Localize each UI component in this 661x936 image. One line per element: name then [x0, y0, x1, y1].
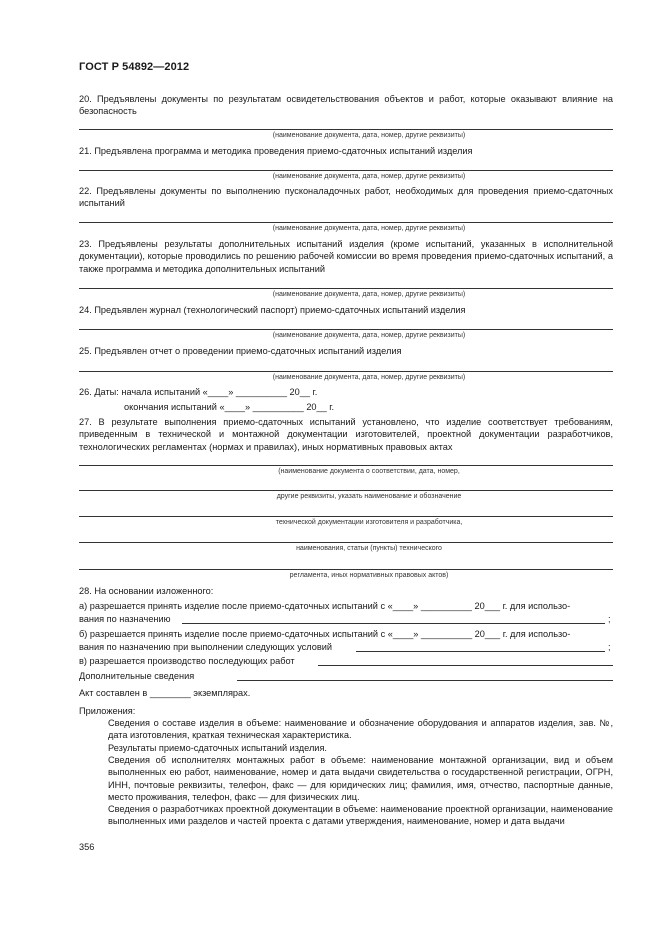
fill-line-24: [79, 329, 613, 330]
additional-info-label: Дополнительные сведения: [79, 671, 195, 681]
caption-27-3: технической документации изготовителя и разработчика,: [275, 519, 463, 526]
item-21: 21. Предъявлена программа и методика проведения приемо-сдаточных испытаний изделия: [79, 146, 473, 156]
caption-27-2: другие реквизиты, указать наименование и обозначение: [276, 493, 462, 500]
item-28b-line1: б) разрешается принять изделие после приемо-сдаточных испытаний с «____» __________ 20___ г. для использо-: [79, 629, 571, 639]
item-23: 23. Предъявлены результаты дополнительных испытаний изделия (кроме испытаний, указанных в исполнительной документации), которые проводились по решению рабочей комиссии во время проведения приемо-сдаточных испытаний, а также программа и методика дополнительных испытаний: [79, 239, 613, 274]
fill-line-28v: [318, 665, 613, 666]
caption-24: (наименование документа, дата, номер, другие реквизиты): [272, 332, 466, 339]
item-26-end-date: окончания испытаний «____» __________ 20__ г.: [124, 402, 335, 412]
appendix-p3: Сведения об исполнителях монтажных работ в объеме: наименование монтажной организации, вид и объем выполненных ею работ, наименование, номер и дата выдачи свидетельства о государственной регистрации, ОГРН, ИНН, почтовые реквизиты, телефон, факс — для юридических лиц; фамилия, имя, отчество, паспортные данные, место проживания, телефон, факс — для физических лиц.: [108, 755, 613, 803]
caption-27-1: (наименование документа о соответствии, дата, номер,: [278, 468, 460, 475]
page-number: 356: [79, 842, 95, 852]
fill-line-28b: [356, 651, 605, 652]
standard-header: ГОСТ Р 54892—2012: [79, 61, 190, 73]
semicolon-28a: ;: [608, 614, 611, 624]
item-28: 28. На основании изложенного:: [79, 586, 214, 596]
item-28a-line1: а) разрешается принять изделие после приемо-сдаточных испытаний с «____» __________ 20___ г. для использо-: [79, 601, 571, 611]
fill-line-28a: [182, 623, 605, 624]
caption-23: (наименование документа, дата, номер, другие реквизиты): [272, 291, 466, 298]
caption-27-4: наименования, статьи (пункты) технического: [296, 545, 442, 552]
caption-27-5: регламента, иных нормативных правовых актов): [289, 572, 449, 579]
fill-line-20: [79, 129, 613, 130]
fill-line-22: [79, 222, 613, 223]
caption-22: (наименование документа, дата, номер, другие реквизиты): [272, 225, 466, 232]
appendix-p4: Сведения о разработчиках проектной документации в объеме: наименование проектной организации, наименование выполненных ими разделов и частей проекта с датами утверждения, наименование, номер и дата выдачи: [108, 804, 613, 827]
appendix-title: Приложения:: [79, 706, 136, 716]
item-27: 27. В результате выполнения приемо-сдаточных испытаний установлено, что изделие соответствует требованиям, приведенным в технической и монтажной документации изготовителей, проектной документации разработчиков, технологических регламентах (нормах и правилах), иных нормативных правовых актах: [79, 417, 613, 452]
appendix-p1: Сведения о составе изделия в объеме: наименование и обозначение оборудования и аппаратов изделия, зав. №, дата изготовления, краткая техническая характеристика.: [108, 718, 613, 741]
item-26-start-date: 26. Даты: начала испытаний «____» __________ 20__ г.: [79, 387, 318, 397]
item-28a-line2: вания по назначению: [79, 614, 171, 624]
fill-line-21: [79, 170, 613, 171]
fill-line-additional: [237, 680, 613, 681]
caption-25: (наименование документа, дата, номер, другие реквизиты): [272, 374, 466, 381]
act-copies: Акт составлен в ________ экземплярах.: [79, 688, 251, 698]
item-25: 25. Предъявлен отчет о проведении приемо-сдаточных испытаний изделия: [79, 346, 402, 356]
item-28v: в) разрешается производство последующих работ: [79, 656, 295, 666]
appendix-p2: Результаты приемо-сдаточных испытаний изделия.: [108, 743, 327, 753]
semicolon-28b: ;: [608, 642, 611, 652]
fill-line-23: [79, 288, 613, 289]
fill-line-25: [79, 371, 613, 372]
caption-21: (наименование документа, дата, номер, другие реквизиты): [272, 173, 466, 180]
fill-line-27-1: [79, 465, 613, 466]
fill-line-27-3: [79, 516, 613, 517]
fill-line-27-4: [79, 542, 613, 543]
fill-line-27-5: [79, 569, 613, 570]
caption-20: (наименование документа, дата, номер, другие реквизиты): [272, 132, 466, 139]
item-28b-line2: вания по назначению при выполнении следующих условий: [79, 642, 332, 652]
item-20: 20. Предъявлены документы по результатам освидетельствования объектов и работ, которые оказывают влияние на безопасность: [79, 94, 613, 117]
item-24: 24. Предъявлен журнал (технологический паспорт) приемо-сдаточных испытаний изделия: [79, 305, 466, 315]
fill-line-27-2: [79, 490, 613, 491]
item-22: 22. Предъявлены документы по выполнению пусконаладочных работ, необходимых для проведения приемо-сдаточных испытаний: [79, 186, 613, 209]
